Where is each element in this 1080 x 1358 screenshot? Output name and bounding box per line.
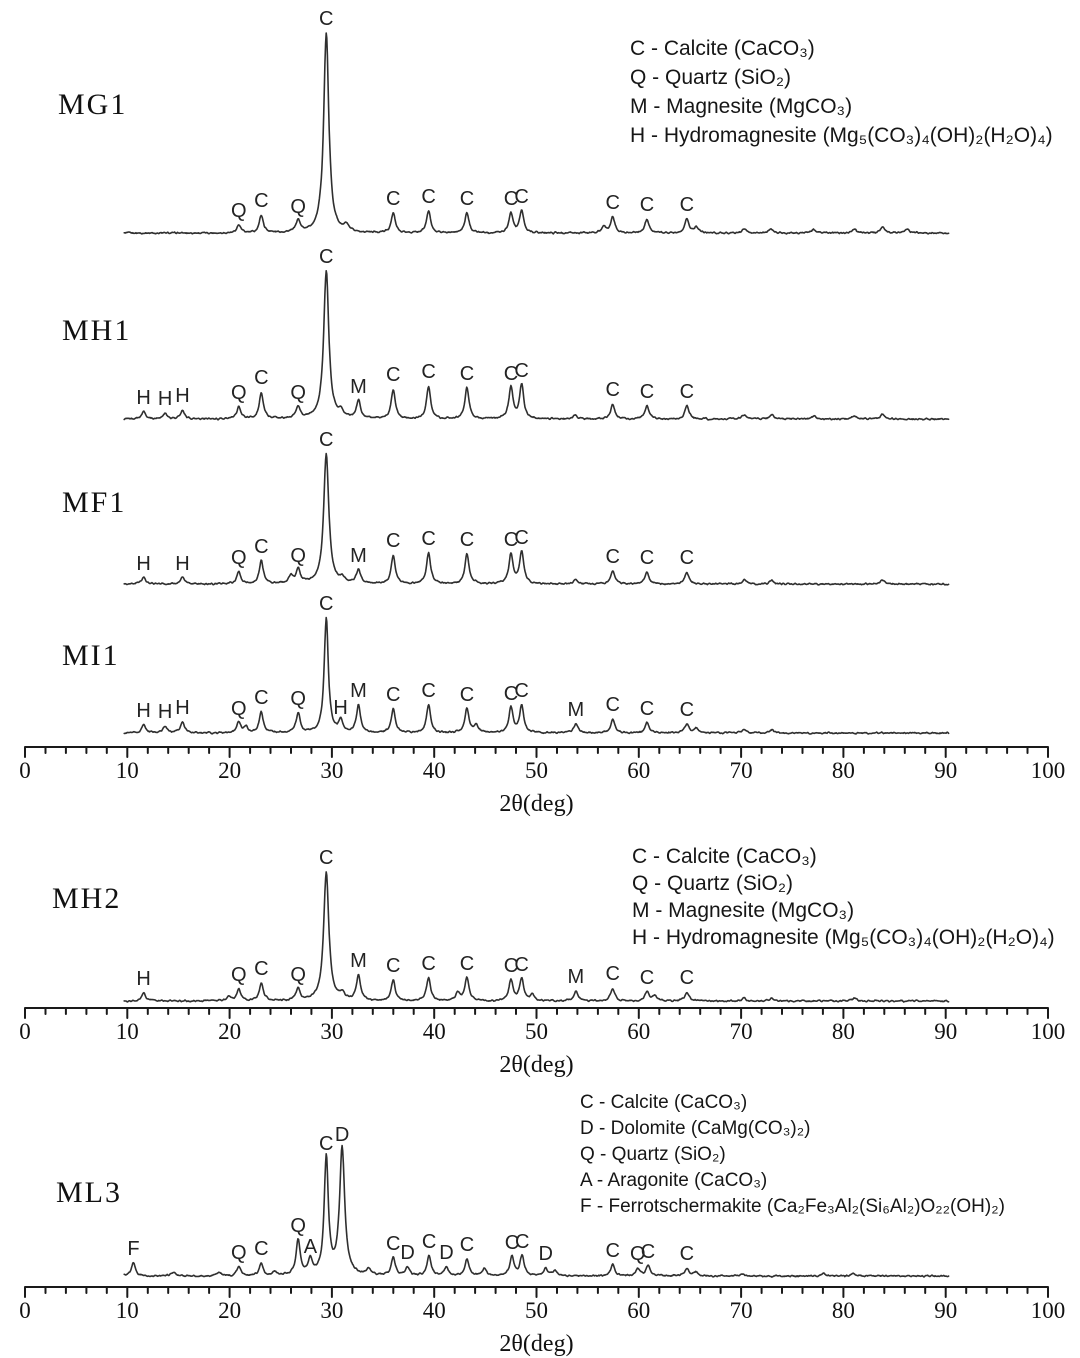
- peak-label-C: C: [319, 593, 334, 615]
- axis-tick-label: 20: [218, 758, 242, 783]
- peak-label-M: M: [350, 680, 367, 703]
- peak-label-F: F: [127, 1238, 140, 1261]
- peak-label-C: C: [319, 1132, 334, 1155]
- peak-label-Q: Q: [290, 688, 306, 711]
- peak-label-C: C: [386, 1233, 401, 1256]
- peak-label-H: H: [175, 552, 190, 575]
- axis-tick-label: 40: [422, 1298, 446, 1323]
- peak-label-C: C: [514, 680, 529, 703]
- legend-entry: C - Calcite (CaCO₃): [580, 1092, 748, 1113]
- peak-label-Q: Q: [290, 544, 306, 567]
- peak-label-Q: Q: [290, 964, 306, 987]
- axis-tick-label: 30: [320, 758, 344, 783]
- phase-legend-panel-3: [580, 1090, 1005, 1220]
- axis-tick-label: 90: [934, 1019, 958, 1044]
- peak-label-Q: Q: [629, 1243, 646, 1266]
- peak-label-D: D: [400, 1242, 415, 1265]
- peak-label-M: M: [567, 698, 585, 721]
- peak-label-C: C: [514, 526, 529, 549]
- peak-label-C: C: [386, 530, 401, 553]
- peak-label-H: H: [333, 696, 348, 719]
- axis-tick-label: 100: [1030, 758, 1066, 783]
- peak-label-C: C: [514, 954, 529, 977]
- axis-tick-label: 80: [831, 1298, 855, 1323]
- peak-label-C: C: [386, 955, 401, 978]
- peak-label-C: C: [421, 952, 436, 975]
- peak-label-H: H: [136, 699, 151, 722]
- x-axis-title: 2θ(deg): [499, 791, 574, 817]
- peak-label-C: C: [459, 188, 475, 210]
- peak-label-C: C: [605, 1239, 620, 1262]
- peak-label-C: C: [421, 1230, 437, 1253]
- peak-label-C: C: [679, 194, 695, 216]
- peak-label-C: C: [421, 680, 436, 703]
- axis-tick-label: 70: [729, 1019, 753, 1044]
- legend-entry: Q - Quartz (SiO₂): [580, 1144, 726, 1165]
- sample-label-MI1: MI1: [62, 639, 120, 672]
- peak-label-C: C: [504, 1231, 520, 1254]
- peak-label-C: C: [605, 379, 620, 402]
- axis-tick-label: 60: [627, 758, 651, 783]
- axis-tick-label: 10: [115, 1019, 139, 1044]
- peak-label-C: C: [386, 683, 401, 706]
- axis-tick-label: 40: [422, 758, 446, 783]
- peak-label-M: M: [350, 376, 367, 399]
- axis-tick-label: 50: [525, 1298, 548, 1323]
- x-axis-title: 2θ(deg): [499, 1331, 574, 1357]
- peak-label-C: C: [319, 429, 334, 451]
- peak-label-C: C: [459, 362, 475, 385]
- peak-label-H: H: [136, 552, 151, 575]
- peak-label-C: C: [319, 847, 334, 869]
- peak-label-C: C: [459, 1234, 475, 1257]
- peak-label-Q: Q: [290, 196, 306, 218]
- peak-label-C: C: [639, 966, 655, 989]
- x-axis-panel-2: [25, 1008, 1048, 1018]
- legend-entry: M - Magnesite (MgCO₃): [632, 899, 855, 922]
- legend-entry: H - Hydromagnesite (Mg₅(CO₃)₄(OH)₂(H₂O)₄): [632, 926, 1055, 949]
- peak-label-Q: Q: [290, 1215, 306, 1238]
- axis-tick-label: 0: [19, 1298, 31, 1323]
- axis-tick-label: 70: [729, 1298, 753, 1323]
- peak-label-C: C: [421, 361, 436, 384]
- sample-label-MF1: MF1: [62, 486, 127, 519]
- sample-label-ML3: ML3: [56, 1176, 122, 1209]
- peak-label-D: D: [334, 1124, 350, 1146]
- peak-label-C: C: [639, 697, 655, 720]
- peak-label-M: M: [567, 965, 585, 988]
- peak-label-C: C: [679, 698, 695, 721]
- axis-tick-label: 40: [422, 1019, 446, 1044]
- peak-label-C: C: [459, 952, 475, 975]
- peak-label-C: C: [679, 547, 695, 570]
- legend-entry: M - Magnesite (MgCO₃): [630, 95, 853, 118]
- peak-label-C: C: [319, 8, 334, 30]
- peak-label-C: C: [459, 529, 475, 552]
- legend-entry: Q - Quartz (SiO₂): [630, 66, 791, 89]
- axis-tick-label: 50: [525, 1019, 548, 1044]
- peak-label-C: C: [254, 687, 269, 710]
- peak-label-Q: Q: [231, 964, 247, 987]
- peak-label-C: C: [254, 1238, 269, 1261]
- peak-label-Q: Q: [290, 382, 306, 405]
- axis-tick-label: 30: [320, 1019, 344, 1044]
- peak-label-C: C: [605, 192, 620, 214]
- peak-label-C: C: [254, 190, 269, 212]
- axis-tick-label: 70: [729, 758, 753, 783]
- axis-tick-label: 60: [627, 1298, 651, 1323]
- peak-label-C: C: [605, 546, 620, 568]
- peak-label-C: C: [421, 186, 436, 208]
- legend-entry: F - Ferrotschermakite (Ca₂Fe₃Al₂(Si₆Al₂)O₂₂(OH)₂): [580, 1196, 1005, 1217]
- peak-label-C: C: [254, 535, 269, 558]
- axis-tick-label: 10: [115, 1298, 139, 1323]
- axis-tick-label: 30: [320, 1298, 344, 1323]
- peak-label-C: C: [679, 380, 695, 403]
- axis-tick-label: 0: [19, 758, 31, 783]
- peak-label-D: D: [439, 1242, 454, 1265]
- peak-label-C: C: [459, 683, 475, 706]
- axis-tick-label: 90: [934, 1298, 958, 1323]
- peak-label-C: C: [639, 547, 655, 570]
- legend-entry: A - Aragonite (CaCO₃): [580, 1170, 768, 1191]
- axis-tick-label: 10: [115, 758, 139, 783]
- peak-label-H: H: [175, 385, 190, 408]
- peak-label-C: C: [679, 966, 695, 989]
- peak-label-H: H: [136, 386, 151, 409]
- peak-label-C: C: [679, 1243, 695, 1266]
- phase-legend-panel-2: [632, 843, 1055, 951]
- peak-label-C: C: [503, 682, 519, 705]
- peak-label-C: C: [254, 957, 269, 980]
- peak-label-C: C: [503, 188, 519, 210]
- peak-label-Q: Q: [231, 200, 247, 222]
- legend-entry: D - Dolomite (CaMg(CO₃)₂): [580, 1118, 811, 1139]
- legend-entry: C - Calcite (CaCO₃): [632, 845, 817, 868]
- axis-tick-label: 0: [19, 1019, 31, 1044]
- peak-label-D: D: [538, 1243, 553, 1266]
- axis-tick-label: 100: [1030, 1019, 1066, 1044]
- legend-entry: H - Hydromagnesite (Mg₅(CO₃)₄(OH)₂(H₂O)₄): [630, 124, 1053, 147]
- peak-label-C: C: [514, 359, 529, 382]
- sample-label-MH1: MH1: [62, 314, 132, 347]
- axis-tick-label: 50: [525, 758, 548, 783]
- sample-label-MG1: MG1: [58, 88, 128, 121]
- peak-label-C: C: [514, 186, 529, 208]
- peak-label-C: C: [640, 1240, 656, 1263]
- peak-label-Q: Q: [231, 1242, 247, 1265]
- peak-label-Q: Q: [231, 382, 247, 405]
- peak-label-C: C: [319, 246, 334, 268]
- peak-label-C: C: [514, 1230, 530, 1253]
- peak-label-C: C: [605, 963, 620, 986]
- peak-label-C: C: [503, 362, 519, 385]
- axis-tick-label: 90: [934, 758, 958, 783]
- peak-label-C: C: [639, 194, 655, 216]
- peak-label-Q: Q: [231, 697, 247, 720]
- x-axis-panel-1: [25, 747, 1048, 757]
- peak-label-H: H: [157, 388, 173, 411]
- peak-label-C: C: [503, 955, 519, 978]
- legend-entry: C - Calcite (CaCO₃): [630, 37, 815, 60]
- sample-label-MH2: MH2: [52, 882, 122, 915]
- phase-legend-panel-1: [630, 34, 1053, 150]
- x-axis-panel-3: [25, 1287, 1048, 1297]
- axis-tick-label: 60: [627, 1019, 651, 1044]
- legend-entry: Q - Quartz (SiO₂): [632, 872, 793, 895]
- peak-label-H: H: [136, 968, 151, 991]
- peak-label-C: C: [421, 527, 436, 550]
- peak-label-M: M: [350, 544, 367, 567]
- peak-label-H: H: [157, 701, 173, 724]
- axis-tick-label: 20: [218, 1019, 242, 1044]
- peak-label-H: H: [175, 696, 190, 719]
- peak-label-A: A: [303, 1235, 318, 1258]
- peak-label-C: C: [503, 529, 519, 552]
- peak-label-C: C: [386, 188, 401, 210]
- axis-tick-label: 20: [218, 1298, 242, 1323]
- peak-label-Q: Q: [231, 547, 247, 570]
- x-axis-title: 2θ(deg): [499, 1052, 574, 1078]
- peak-label-C: C: [605, 694, 620, 717]
- axis-tick-label: 80: [831, 758, 855, 783]
- peak-label-C: C: [254, 367, 269, 390]
- axis-tick-label: 100: [1030, 1298, 1066, 1323]
- axis-tick-label: 80: [831, 1019, 855, 1044]
- peak-label-C: C: [386, 364, 401, 387]
- peak-label-M: M: [350, 950, 367, 973]
- peak-label-C: C: [639, 380, 655, 403]
